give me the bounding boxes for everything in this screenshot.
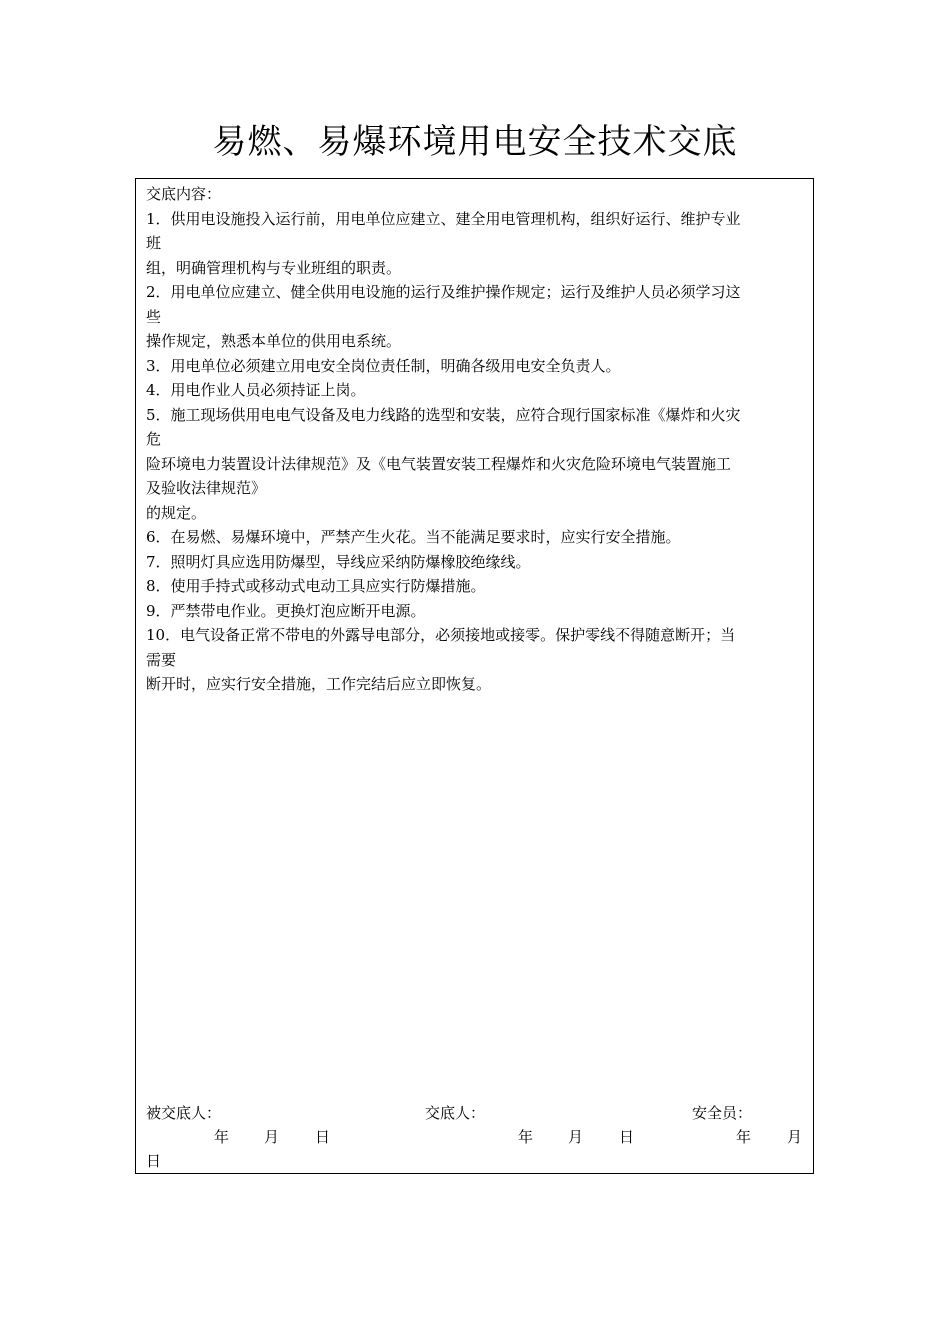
content-heading: 交底内容：: [146, 185, 222, 203]
discloser-day: 日: [619, 1128, 635, 1146]
content-line: 组，明确管理机构与专业班组的职责。: [146, 258, 402, 277]
content-line: 些: [146, 307, 162, 326]
content-line: 断开时，应实行安全措施，工作完结后应立即恢复。: [146, 675, 492, 693]
content-line: 9．严禁带电作业。更换灯泡应断开电源。: [146, 601, 426, 620]
content-line: 及验收法律规范》: [146, 479, 267, 497]
safety-officer-day: 日: [146, 1152, 162, 1170]
content-line: 6．在易燃、易爆环境中，严禁产生火花。当不能满足要求时，应实行安全措施。: [146, 528, 681, 546]
content-line: 班: [146, 234, 162, 252]
content-line: 需要: [146, 650, 177, 669]
receiver-day: 日: [315, 1128, 331, 1146]
content-line: 2．用电单位应建立、健全供用电设施的运行及维护操作规定；运行及维护人员必须学习这: [146, 283, 741, 301]
content-line: 的规定。: [146, 503, 207, 522]
content-line: 1．供用电设施投入运行前，用电单位应建立、建全用电管理机构，组织好运行、维护专业: [146, 209, 741, 228]
content-line: 10．电气设备正常不带电的外露导电部分，必须接地或接零。保护零线不得随意断开；当: [146, 626, 736, 644]
content-line: 操作规定，熟悉本单位的供用电系统。: [146, 332, 402, 350]
receiver-year: 年: [214, 1128, 230, 1146]
content-line: 8．使用手持式或移动式电动工具应实行防爆措施。: [146, 577, 486, 595]
content-line: 险环境电力装置设计法律规范》及《电气装置安装工程爆炸和火灾危险环境电气装置施工: [146, 454, 732, 473]
receiver-label: 被交底人：: [146, 1104, 222, 1122]
disclosure-table: [135, 178, 814, 1174]
discloser-year: 年: [518, 1128, 534, 1146]
safety-officer-month: 月: [787, 1128, 803, 1146]
content-line: 5．施工现场供用电电气设备及电力线路的选型和安装，应符合现行国家标准《爆炸和火灾: [146, 405, 741, 424]
receiver-month: 月: [264, 1128, 280, 1146]
content-line: 危: [146, 430, 162, 448]
disclosure-content: [146, 182, 808, 697]
content-line: 4．用电作业人员必须持证上岗。: [146, 381, 366, 399]
document-title: 易燃、易爆环境用电安全技术交底: [212, 122, 738, 162]
content-line: 3．用电单位必须建立用电安全岗位责任制，明确各级用电安全负责人。: [146, 356, 621, 375]
discloser-month: 月: [568, 1128, 584, 1146]
discloser-label: 交底人：: [425, 1104, 486, 1122]
safety-officer-label: 安全员：: [692, 1104, 753, 1122]
content-line: 7．照明灯具应选用防爆型，导线应采纳防爆橡胶绝缘线。: [146, 552, 531, 571]
safety-officer-year: 年: [736, 1128, 752, 1146]
